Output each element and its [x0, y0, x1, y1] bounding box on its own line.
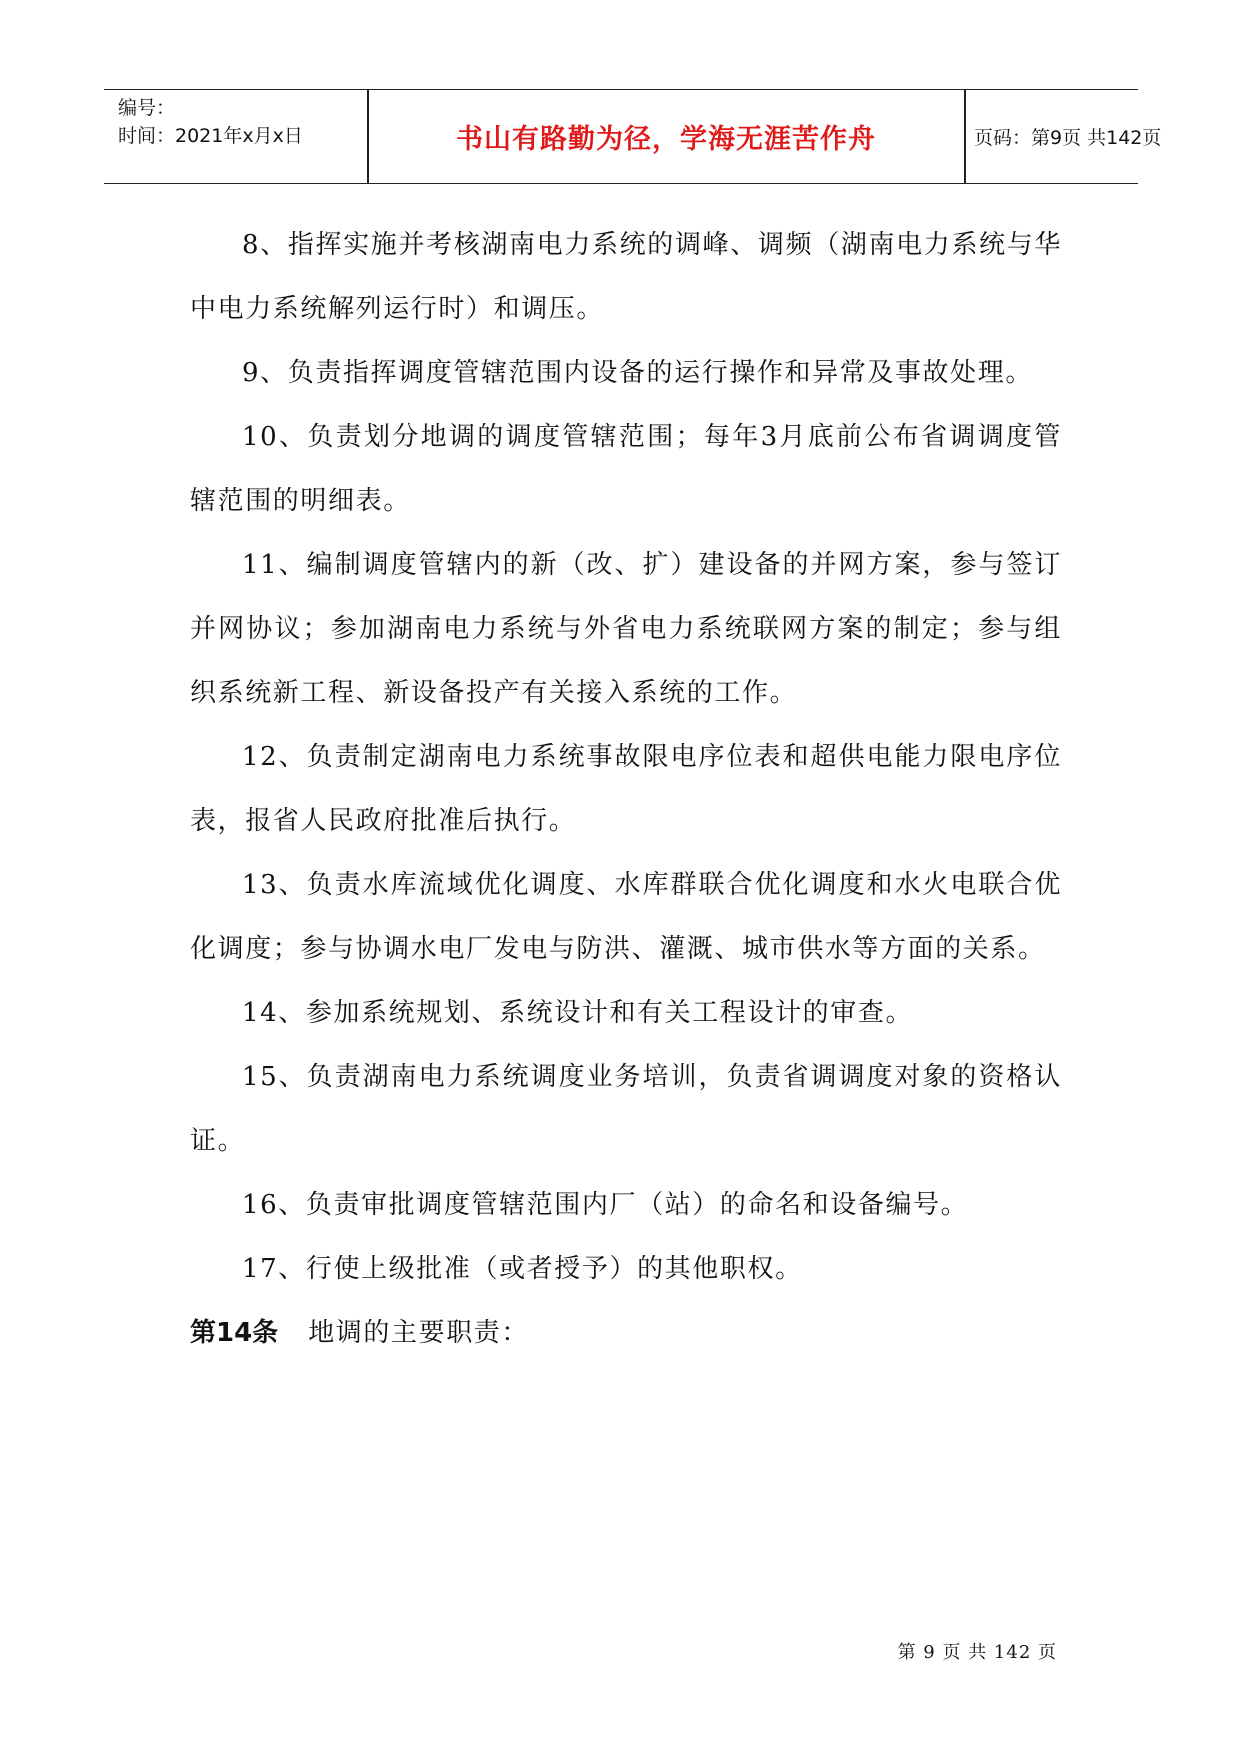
article-number: 第14条 — [190, 1318, 279, 1348]
time-label: 时间：2021年x月x日 — [118, 125, 303, 147]
article-heading — [190, 1301, 1062, 1365]
page-footer: 第 9 页 共 142 页 — [897, 1642, 1057, 1663]
paragraph-item-15: 15、负责湖南电力系统调度业务培训，负责省调调度对象的资格认证。 — [190, 1062, 1062, 1156]
paragraph-item-16: 16、负责审批调度管辖范围内厂（站）的命名和设备编号。 — [242, 1190, 969, 1220]
header-motto: 书山有路勤为径，学海无涯苦作舟 — [456, 124, 876, 155]
article-title: 地调的主要职责： — [308, 1318, 529, 1348]
header-meta — [118, 94, 368, 150]
paragraph-item-17: 17、行使上级批准（或者授予）的其他职权。 — [242, 1254, 803, 1284]
paragraph-item-12: 12、负责制定湖南电力系统事故限电序位表和超供电能力限电序位表，报省人民政府批准后执行。 — [190, 742, 1062, 836]
header-divider — [964, 90, 966, 183]
serial-number-label: 编号： — [118, 97, 176, 119]
page-header — [104, 89, 1162, 184]
paragraph-item-13: 13、负责水库流域优化调度、水库群联合优化调度和水火电联合优化调度；参与协调水电厂发电与防洪、灌溉、城市供水等方面的关系。 — [190, 870, 1062, 964]
document-body — [190, 213, 1062, 1365]
paragraph-item-11: 11、编制调度管辖内的新（改、扩）建设备的并网方案，参与签订并网协议；参加湖南电力系统与外省电力系统联网方案的制定；参与组织系统新工程、新设备投产有关接入系统的工作。 — [190, 550, 1062, 708]
header-page-info: 页码：第9页 共142页 — [974, 127, 1162, 149]
paragraph-item-14: 14、参加系统规划、系统设计和有关工程设计的审查。 — [242, 998, 914, 1028]
paragraph-item-10: 10、负责划分地调的调度管辖范围；每年3月底前公布省调调度管辖范围的明细表。 — [190, 422, 1062, 516]
paragraph-item-9: 9、负责指挥调度管辖范围内设备的运行操作和异常及事故处理。 — [242, 358, 1033, 388]
paragraph-item-8: 8、指挥实施并考核湖南电力系统的调峰、调频（湖南电力系统与华中电力系统解列运行时）和调压。 — [190, 230, 1062, 324]
